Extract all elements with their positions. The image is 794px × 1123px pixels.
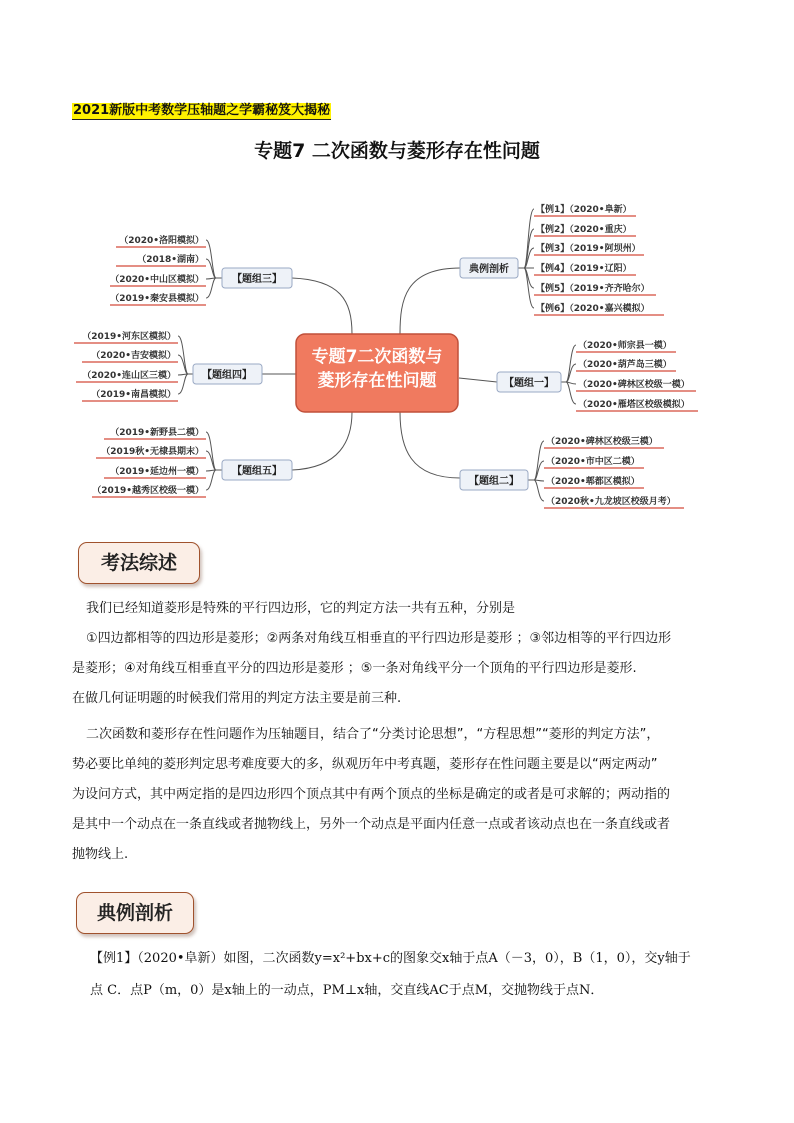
leaf-g5-2: （2019秋•无棣县期末） [101,447,204,457]
leaf-g3-2: （2018•湖南） [137,255,204,265]
leaf-g3-4: （2019•秦安县模拟） [110,294,204,304]
page-title: 专题7 二次函数与菱形存在性问题 [254,140,540,162]
leaf-g4-3: （2020•连山区三模） [82,371,176,381]
mindmap-center-line1: 专题7二次函数与 [311,347,443,367]
leaf-g4-2: （2020•吉安模拟） [91,351,176,361]
group-label-g2: 【题组二】 [469,476,519,487]
group-label-g4: 【题组四】 [202,370,252,381]
leaf-example-3: 【例3】（2019•阿坝州） [536,244,641,254]
overview-line-8: 是其中一个动点在一条直线或者抛物线上，另外一个动点是平面内任意一点或者该动点也在一条直线或者 [72,817,671,832]
example-1-line-2: 点 C．点P（m，0）是x轴上的一动点，PM⊥x轴，交直线AC于点M，交抛物线于点N． [90,983,604,998]
leaf-g2-3: （2020•郫都区模拟） [546,477,640,487]
leaf-g3-3: （2020•中山区模拟） [110,275,204,285]
leaf-g5-4: （2019•越秀区校级一模） [92,486,204,496]
section-heading-overview: 考法综述 [78,542,200,584]
leaf-example-2: 【例2】（2020•重庆） [536,225,632,235]
example-1-line-1: 【例1】（2020•阜新）如图，二次函数y=x²+bx+c的图象交x轴于点A（－3，0），B（1，0），交y轴于 [90,951,691,966]
leaf-example-6: 【例6】（2020•嘉兴模拟） [536,304,650,314]
group-label-examples: 典例剖析 [469,264,509,275]
series-label: 2021新版中考数学压轴题之学霸秘笈大揭秘 [73,103,331,118]
leaf-g1-1: （2020•师宗县一模） [578,341,672,351]
leaf-g1-2: （2020•葫芦岛三模） [578,360,672,370]
section-heading-examples: 典例剖析 [76,892,194,934]
branch-g3 [292,278,352,334]
overview-line-6: 势必要比单纯的菱形判定思考难度要大的多，纵观历年中考真题，菱形存在性问题主要是以“两定两动” [72,757,658,772]
leaf-example-5: 【例5】（2019•齐齐哈尔） [536,284,650,294]
branch-examples [400,268,460,334]
leaf-g2-1: （2020•碑林区校级三模） [546,437,658,447]
group-label-g1: 【题组一】 [504,378,554,389]
leaf-g2-4: （2020秋•九龙坡区校级月考） [546,497,676,507]
branch-g2 [400,412,460,478]
group-label-g3: 【题组三】 [232,274,282,285]
leaf-example-1: 【例1】（2020•阜新） [536,205,632,215]
overview-line-3: 是菱形；④对角线互相垂直平分的四边形是菱形 ；⑤一条对角线平分一个顶角的平行四边形是菱形. [72,661,637,676]
leaf-g4-1: （2019•河东区模拟） [82,332,176,342]
overview-line-4: 在做几何证明题的时候我们常用的判定方法主要是前三种. [72,691,402,706]
overview-line-1: 我们已经知道菱形是特殊的平行四边形，它的判定方法一共有五种，分别是 [86,601,516,616]
leaf-g5-1: （2019•新野县二模） [110,428,204,438]
leaf-g2-2: （2020•市中区二模） [546,457,640,467]
overview-line-9: 抛物线上. [72,847,129,862]
leaf-g1-3: （2020•碑林区校级一模） [578,380,690,390]
leaf-example-4: 【例4】（2019•辽阳） [536,264,632,274]
leaf-g1-4: （2020•雁塔区校级模拟） [578,400,690,410]
group-label-g5: 【题组五】 [232,466,282,477]
leaf-g5-3: （2019•延边州一模） [110,467,204,477]
overview-line-5: 二次函数和菱形存在性问题作为压轴题目，结合了“分类讨论思想”，“方程思想”“菱形的判定方法”， [86,727,660,742]
overview-line-7: 为设问方式，其中两定指的是四边形四个顶点其中有两个顶点的坐标是确定的或者是可求解的；两动指的 [72,787,671,802]
leaf-g3-1: （2020•洛阳模拟） [119,236,204,246]
branch-g1 [459,378,497,382]
branch-g5 [292,412,352,470]
leaf-g4-4: （2019•南昌模拟） [91,390,176,400]
overview-line-2: ①四边都相等的四边形是菱形；②两条对角线互相垂直的平行四边形是菱形 ；③邻边相等的平行四边形 [86,631,672,646]
mindmap-diagram [0,190,794,520]
mindmap-center-line2: 菱形存在性问题 [317,371,437,391]
